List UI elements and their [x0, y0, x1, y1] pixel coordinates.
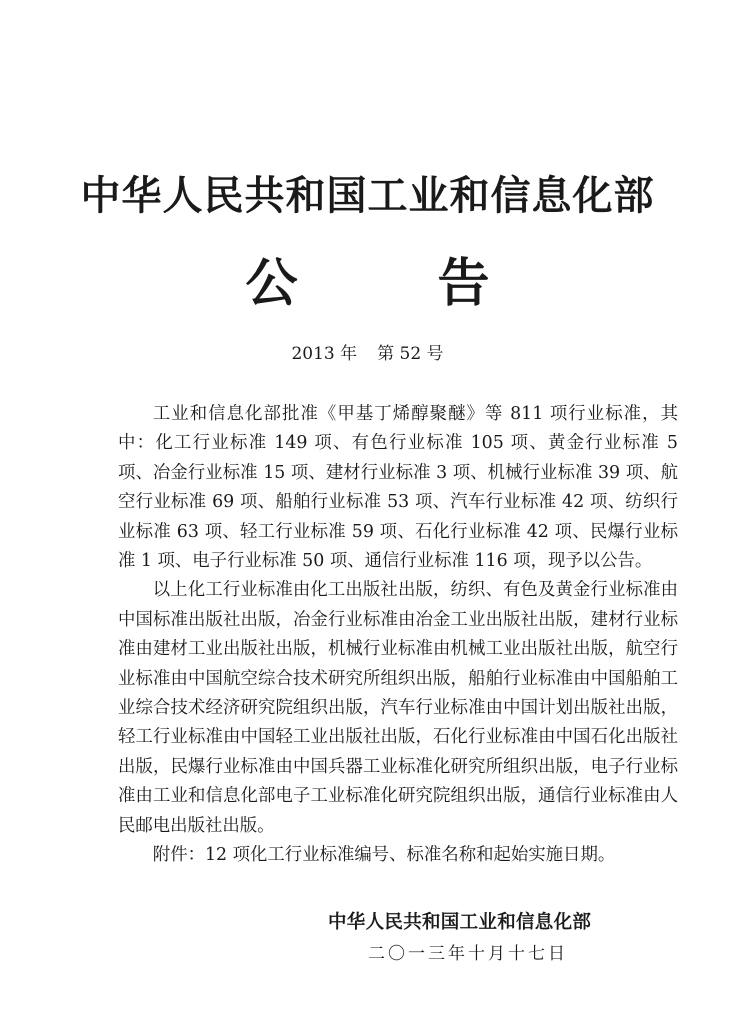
- notice-title-char-1: 公: [245, 254, 298, 314]
- notice-body: [118, 400, 678, 871]
- notice-title: [0, 252, 735, 316]
- signature-organization: 中华人民共和国工业和信息化部: [328, 912, 592, 933]
- body-paragraph-approval: 工业和信息化部批准《甲基丁烯醇聚醚》等 811 项行业标准，其中：化工行业标准 149 项、有色行业标准 105 项、黄金行业标准 5 项、冶金行业标准 15 项、建材行业标准 3 项、机械行业标准 39 项、航空行业标准 69 项、船舶行业标准 53 项、汽车行业标准 42 项、纺织行业标准 63 项、轻工行业标准 59 项、石化行业标准 42 项、民爆行业标准 1 项、电子行业标准 50 项、通信行业标准 116 项，现予以公告。: [118, 404, 678, 572]
- issue-number-line: [0, 342, 735, 366]
- notice-title-char-2: 告: [437, 254, 490, 314]
- issue-number: 第 52 号: [377, 344, 444, 364]
- body-paragraph-attachment: 附件：12 项化工行业标准编号、标准名称和起始实施日期。: [152, 845, 616, 866]
- issue-year: 2013 年: [291, 344, 358, 364]
- body-paragraph-publishers: 以上化工行业标准由化工出版社出版，纺织、有色及黄金行业标准由中国标准出版社出版，冶金行业标准由冶金工业出版社出版，建材行业标准由建材工业出版社出版，机械行业标准由机械工业出版社出版，航空行业标准由中国航空综合技术研究所组织出版，船舶行业标准由中国船舶工业综合技术经济研究院组织出版，汽车行业标准由中国计划出版社出版，轻工行业标准由中国轻工业出版社出版，石化行业标准由中国石化出版社出版，民爆行业标准由中国兵器工业标准化研究所组织出版，电子行业标准由工业和信息化部电子工业标准化研究院组织出版，通信行业标准由人民邮电出版社出版。: [118, 580, 678, 836]
- signature-date: 二〇一三年十月十七日: [368, 944, 568, 964]
- ministry-title: 中华人民共和国工业和信息化部: [80, 173, 655, 219]
